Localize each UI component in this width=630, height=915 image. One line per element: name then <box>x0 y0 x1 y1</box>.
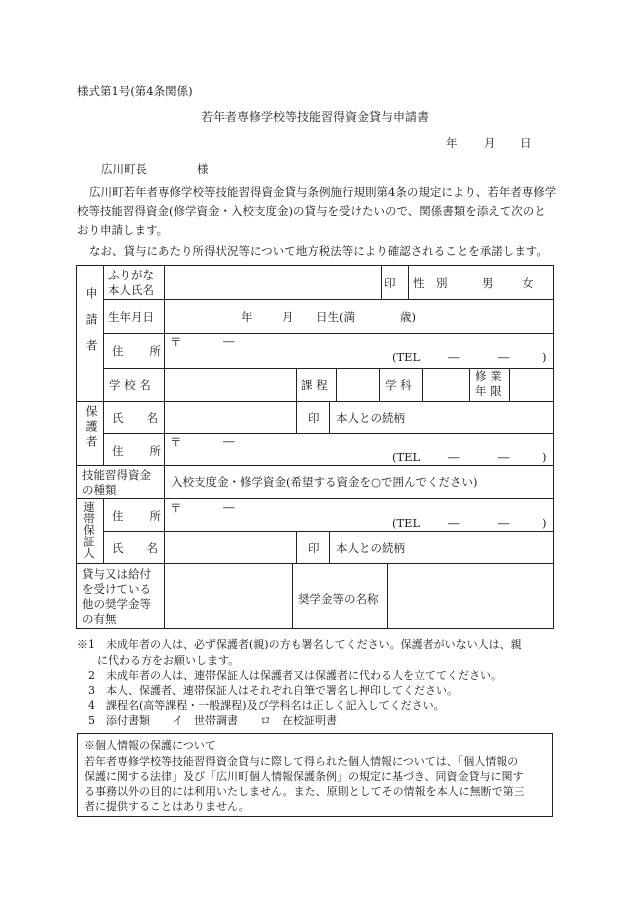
gender-female-option[interactable]: 女 <box>522 276 534 290</box>
fund-type-value[interactable]: 入校支度金・修学資金(希望する資金を○で囲んでください) <box>171 475 478 489</box>
tel-dash-1: ― <box>448 350 460 364</box>
birthdate-field[interactable] <box>165 300 554 333</box>
addressee-suffix: 様 <box>197 162 209 176</box>
note-4: 4 課程名(高等課程・一般課程)及び学科名は正しく記入してください。 <box>88 699 445 712</box>
applicant-section-label: 申請者 <box>84 287 98 365</box>
birthdate-label: 生年月日 <box>108 310 154 324</box>
privacy-line-2: 保護に関する法律」及び「広川町個人情報保護条例」の規定に基づき、同資金貸与に関す <box>84 770 524 783</box>
scholarship-name-label: 奨学金等の名称 <box>298 592 379 606</box>
document-title: 若年者専修学校等技能習得資金貸与申請書 <box>200 110 429 124</box>
date-day: 日 <box>520 136 532 150</box>
date-year: 年 <box>446 136 458 150</box>
guarantor-tel-close: ) <box>542 516 547 530</box>
other-scholarship-label-4: の有無 <box>82 612 117 626</box>
guardian-section-label: 保護者 <box>84 405 98 450</box>
guarantor-postal-dash: ― <box>223 500 235 514</box>
birth-day-age-unit: 日生(満 <box>316 310 355 324</box>
fund-type-label-1: 技能習得資金 <box>82 468 151 482</box>
privacy-heading: ※個人情報の保護について <box>84 739 216 752</box>
guardian-tel-label: (TEL <box>392 450 421 464</box>
guarantor-relation-field[interactable] <box>406 532 554 563</box>
privacy-notice-box <box>77 733 553 817</box>
guarantor-name-field[interactable] <box>165 532 296 563</box>
applicant-name-label: 本人氏名 <box>108 283 154 297</box>
guardian-relation-field[interactable] <box>406 402 554 433</box>
school-name-label: 学 校 名 <box>109 378 151 392</box>
tel-label: (TEL <box>392 350 421 364</box>
application-form <box>76 265 554 629</box>
guarantor-tel-dash-2: ― <box>498 516 510 530</box>
addressee-name: 広川町長 <box>101 162 147 176</box>
applicant-seal: 印 <box>384 276 396 290</box>
course-label: 課 程 <box>301 378 328 392</box>
guardian-postal-mark-icon: 〒 <box>170 435 182 449</box>
note-1-line-1: ※1 未成年者の人は、必ず保護者(親)の方も署名してください。保護者がいない人は、親 <box>77 638 522 651</box>
guarantor-seal: 印 <box>308 541 320 555</box>
applicant-name-field[interactable] <box>165 266 381 299</box>
guarantor-tel-label: (TEL <box>392 516 421 530</box>
guardian-tel-dash-1: ― <box>448 450 460 464</box>
guarantor-name-label: 氏 名 <box>112 541 158 555</box>
study-term-field[interactable] <box>510 369 554 401</box>
study-term-label-1: 修 業 <box>475 369 502 383</box>
birth-year-unit: 年 <box>241 310 253 324</box>
guardian-seal: 印 <box>308 411 320 425</box>
scholarship-name-field[interactable] <box>388 564 553 628</box>
guardian-name-label: 氏 名 <box>112 411 158 425</box>
guardian-postal-dash: ― <box>223 434 235 448</box>
other-scholarship-label-2: を受けている <box>82 582 151 596</box>
guardian-address-label: 住 所 <box>112 444 162 458</box>
other-scholarship-label-3: 他の奨学金等 <box>82 597 151 611</box>
tel-dash-2: ― <box>498 350 510 364</box>
addressee <box>101 161 209 177</box>
department-field[interactable] <box>423 369 469 401</box>
other-scholarship-field[interactable] <box>165 564 292 628</box>
guarantor-address-label: 住 所 <box>112 509 162 523</box>
privacy-line-3: る事務以外の目的には利用いたしません。また、原則としてその情報を本人に無断で第三 <box>84 785 525 798</box>
note-2: 2 未成年者の人は、連帯保証人は保護者又は保護者に代わる人を立ててください。 <box>88 669 502 682</box>
postal-mark-icon: 〒 <box>170 335 182 349</box>
privacy-line-1: 若年者専修学校等技能習得資金貸与に際して得られた個人情報については、「個人情報の <box>84 755 519 768</box>
note-5: 5 添付書類 イ 世帯調書 ロ 在校証明書 <box>88 714 337 727</box>
date-line <box>446 135 532 151</box>
guarantor-relation-label: 本人との続柄 <box>336 541 405 555</box>
fund-type-label-2: の種類 <box>82 483 117 497</box>
gender-male-option[interactable]: 男 <box>482 276 494 290</box>
note-1-line-2: に代わる方をお願いします。 <box>97 654 240 667</box>
birth-month-unit: 月 <box>282 310 294 324</box>
note-3: 3 本人、保護者、連帯保証人はそれぞれ自筆で署名し押印してください。 <box>88 684 458 697</box>
guarantor-section-label: 連帯保証人 <box>82 501 96 559</box>
privacy-line-4: 者に提供することはありません。 <box>84 800 250 813</box>
applicant-address-label: 住 所 <box>112 344 162 358</box>
guardian-relation-label: 本人との続柄 <box>336 411 405 425</box>
other-scholarship-label-1: 貸与又は給付 <box>82 567 151 581</box>
department-label: 学 科 <box>385 378 412 392</box>
postal-dash: ― <box>223 334 235 348</box>
guardian-name-field[interactable] <box>165 402 296 433</box>
guarantor-postal-mark-icon: 〒 <box>170 501 182 515</box>
furigana-label: ふりがな <box>108 268 154 282</box>
form-code: 様式第1号(第4条関係) <box>77 84 193 98</box>
date-month: 月 <box>484 136 496 150</box>
guarantor-tel-dash-1: ― <box>448 516 460 530</box>
gender-label: 性 別 <box>413 276 448 290</box>
guardian-tel-dash-2: ― <box>498 450 510 464</box>
intro-paragraph-2: なお、貸与にあたり所得状況等について地方税法等により確認されることを承諾します。 <box>89 244 548 258</box>
school-name-field[interactable] <box>165 369 296 401</box>
course-field[interactable] <box>337 369 379 401</box>
tel-close: ) <box>542 350 547 364</box>
birth-age-suffix: 歳) <box>400 310 416 324</box>
study-term-label-2: 年 限 <box>475 384 502 398</box>
intro-paragraph-1: 広川町若年者専修学校等技能習得資金貸与条例施行規則第4条の規定により、若年者専修学校等技能習得資金(修学資金・入校支度金)の貸与を受けたいので、関係書類を添えて次のとおり申請します。 <box>77 185 557 237</box>
guardian-tel-close: ) <box>542 450 547 464</box>
